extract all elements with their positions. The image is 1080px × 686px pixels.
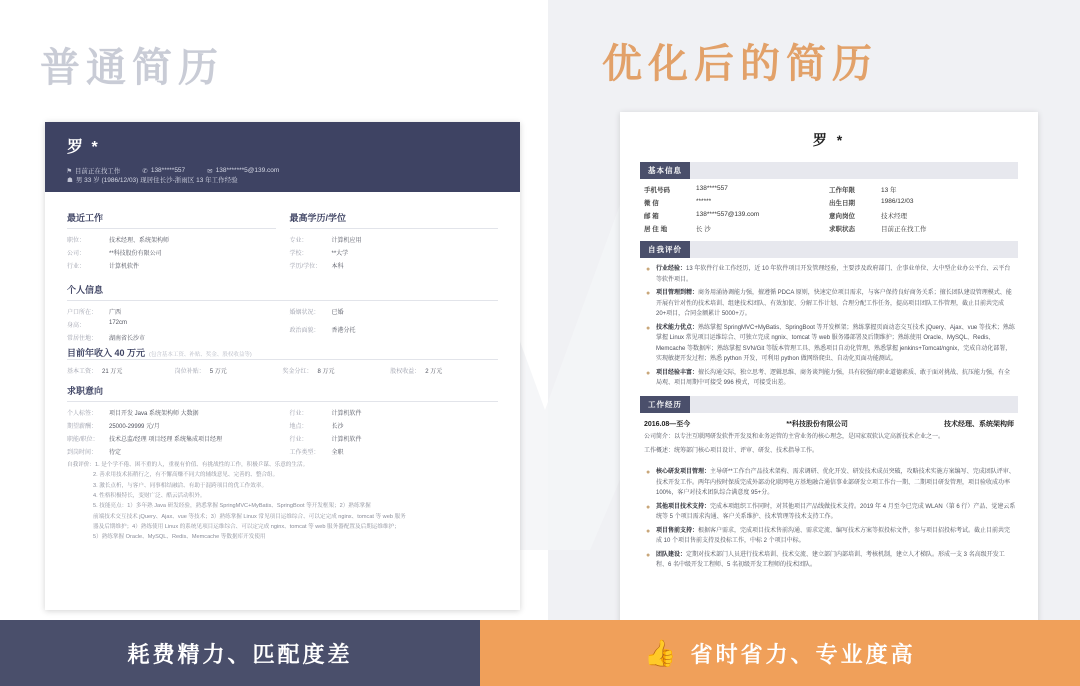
list-item <box>646 526 1016 547</box>
experience-header <box>640 413 1018 432</box>
field-value: 计算机应用 <box>331 238 362 244</box>
field-key: 意向岗位 <box>829 213 855 220</box>
field-value: 全职 <box>331 450 344 456</box>
field-row <box>290 447 499 456</box>
section-title-personal: 个人信息 <box>67 285 104 295</box>
field-key: 行业： <box>289 411 308 417</box>
field-key: 股权收益： <box>390 369 421 375</box>
income-row <box>67 366 498 375</box>
contact-item <box>67 166 120 175</box>
self-eval-line: 前端技术交互技术 jQuery、Ajax、vue 等技术；3）熟练掌握 Linux 常见项目运维综合、可以定完成 nginx、tomcat 等 web 服务 <box>93 513 406 520</box>
field-value: 本科 <box>331 264 344 270</box>
section-title-experience: 工作经历 <box>640 396 690 413</box>
bullet-icon: ● <box>646 266 651 273</box>
contact-text: 138*******5@139.com <box>215 167 280 174</box>
bullet-label: 项目经验丰富： <box>656 369 699 376</box>
field-row <box>829 211 1014 220</box>
contact-item <box>207 166 279 175</box>
thumbs-up-icon: 👍 <box>644 638 677 668</box>
section-title-intention: 求职意向 <box>67 386 104 396</box>
bar-fill <box>690 396 1018 413</box>
resume-body <box>45 192 520 543</box>
field-row <box>290 261 499 270</box>
user-icon: ☗ <box>67 176 73 184</box>
optimized-resume-document <box>620 112 1038 624</box>
list-item <box>646 323 1016 365</box>
field-row <box>644 185 829 194</box>
field-row <box>290 307 499 316</box>
bullet-label: 技术能力优点： <box>656 324 699 331</box>
field-key: 身高： <box>67 323 86 329</box>
field-row <box>644 211 829 220</box>
section-bar-experience <box>640 396 1018 413</box>
bullet-label: 行业经验： <box>656 266 687 272</box>
field-value: 长沙 <box>331 424 344 430</box>
self-eval-line: 4. 性格积极特长，变财广泛、酷云活动积外。 <box>93 493 206 500</box>
bullet-icon: ● <box>646 324 651 332</box>
field-row <box>67 235 276 244</box>
field-key: 奖金分红： <box>282 369 313 375</box>
income-cell <box>175 366 283 375</box>
bullet-label: 其他项目技术支持： <box>656 503 711 510</box>
experience-position: 技术经理、系统架构师 <box>944 420 1014 428</box>
field-value: 25000-29999 元/月 <box>109 424 160 430</box>
field-value: 项目开发 Java 系统架构师 大数据 <box>109 411 199 417</box>
self-eval-line: 1. 是个学不倦、困不重的人，重视有价值、有挑战性的工作，积极乒谋、乐意的生活。 <box>94 462 309 468</box>
bullet-text: 定期对技术部门人员进行技术培训、技术交流、建立部门内部培训、考核机制，建立人才梯队。形成一支 3 名高级开发工程、6 名中级开发工程师、5 名初级开发工程师的技术团队。 <box>656 551 1005 569</box>
field-key: 邮 箱 <box>644 213 659 220</box>
education-block <box>290 202 499 274</box>
field-value: 技术总监/经理 项目经理 系统集成项目经理 <box>109 437 223 443</box>
divider <box>67 359 498 360</box>
bullet-icon: ● <box>646 290 651 297</box>
evaluation-bullets <box>640 258 1018 396</box>
section-title-basic: 基本信息 <box>640 162 690 179</box>
field-row <box>644 198 829 207</box>
field-row <box>290 421 499 430</box>
experience-company: **科技股份有限公司 <box>786 420 848 428</box>
field-row <box>67 421 276 430</box>
list-item <box>646 467 1016 499</box>
section-bar-evaluation <box>640 241 1018 258</box>
field-row <box>67 307 276 316</box>
field-key: 户口所在： <box>67 310 98 316</box>
self-eval-line: 5. 技能亮点：1）多年熟 Java 研发经验，熟悉掌握 SpringMVC+MyBatis、SpringBoot 等开发框架；2）熟练掌握 <box>93 503 371 510</box>
field-key: 职位： <box>67 238 86 244</box>
field-value: 8 万元 <box>317 369 335 375</box>
mail-icon: ✉ <box>207 167 213 175</box>
location-icon: ⚑ <box>67 167 72 175</box>
field-key: 行业： <box>67 264 86 270</box>
resume-header <box>45 122 520 192</box>
field-value: **大学 <box>331 251 349 257</box>
field-value: 138****557@139.com <box>696 211 760 218</box>
bullet-text: 根据客户需求，完成项目技术售前沟通、需求定流、编写技术方案等拟投标文件，参与项目招投标考试。截止目前共完成 10 个项目售前支持及投标工作，中标 2 个项目中标。 <box>656 527 1011 545</box>
list-item <box>646 550 1016 571</box>
field-value: 待定 <box>109 450 122 456</box>
availability-row <box>67 447 498 460</box>
field-value: 5 万元 <box>209 369 227 375</box>
bullet-label: 核心研发项目管理： <box>656 469 711 476</box>
section-title-education: 最高学历/学位 <box>289 213 347 223</box>
bar-fill <box>690 241 1018 258</box>
income-title: 目前年收入 40 万元 <box>67 348 146 358</box>
field-value: 172cm <box>109 320 128 326</box>
personal-info-row <box>67 307 498 346</box>
field-value: 目前正在找工作 <box>881 226 927 233</box>
resume-name: 罗 * <box>812 132 846 148</box>
field-row <box>67 320 276 329</box>
field-key: 行业： <box>289 437 308 443</box>
footer-text-left: 耗费精力、匹配度差 <box>127 641 353 667</box>
contact-text: 目前正在找工作 <box>74 168 121 175</box>
contact-list <box>67 166 498 184</box>
field-row <box>290 434 499 443</box>
income-header <box>67 346 498 359</box>
list-item <box>646 368 1016 389</box>
footer-banner-right <box>480 620 1080 686</box>
field-value: **科技股份有限公司 <box>109 251 162 257</box>
field-key: 常居住地： <box>67 336 98 342</box>
field-value: 计算机软件 <box>331 437 362 443</box>
income-cell <box>390 366 498 375</box>
field-row <box>67 248 276 257</box>
bullet-label: 项目管理到精： <box>656 290 699 296</box>
bullet-text: 熟练掌握 SpringMVC+MyBatis、SpringBoot 等开发框架；熟练掌握页面动态交互技术 jQuery、Ajax、vue 等技术；熟练掌握 Linux 常见项目运维综合、可独立完成 ngnix、tomcat 等 web 服务器部署及后期维护；熟练使用 Oracle、MySQL、Redis、Memcache 等数据库；熟练掌握 SVN/Git 等版本管理工具、熟悉项目自动化管理，熟悉掌握 jenkins+Tomcat/ngnix，完成自动化部署，实现敏捷开发过程；熟悉 python 开发，可利用 python 做网络爬虫、自动化页面功能测试。 <box>656 324 1015 362</box>
field-key: 基本工资： <box>67 369 98 375</box>
field-key: 居 住 地 <box>644 226 668 233</box>
field-key: 个人标签： <box>67 411 98 417</box>
field-row <box>829 224 1014 233</box>
heading-right: 优化后的简历 <box>602 42 878 86</box>
field-key: 手机号码 <box>644 187 670 194</box>
field-row <box>290 408 499 417</box>
self-eval-line: 2. 善求用技术拓稍行之，有不懈高赚不同大的辅线意见、完善的、整合组。 <box>93 472 279 479</box>
contact-text: 男 33 岁 (1986/12/03) 现居住长沙-浙雨区 13 年工作经验 <box>75 177 238 184</box>
list-item <box>646 264 1016 285</box>
field-row <box>829 198 1014 207</box>
field-value: 13 年 <box>881 187 897 194</box>
divider <box>290 228 499 229</box>
recent-work-block <box>67 202 290 274</box>
bullet-label: 项目售前支持： <box>656 527 699 534</box>
footer-text-right: 省时省力、专业度高 <box>690 641 916 667</box>
bullet-icon: ● <box>646 551 651 559</box>
field-key: 出生日期 <box>829 200 855 207</box>
job-description: 工作概述：统筹部门核心项目设计、评审、研发、技术指导工作。 <box>644 448 819 455</box>
field-key: 工作年限 <box>829 187 855 194</box>
plain-resume-document <box>45 122 520 610</box>
field-value: 香港分托 <box>331 328 356 334</box>
divider <box>67 300 498 301</box>
experience-period: 2016.08—至今 <box>644 420 691 428</box>
field-row <box>67 434 276 443</box>
intention-row <box>67 408 498 447</box>
contact-text: 138*****557 <box>150 167 186 174</box>
field-value: 技术经理 <box>881 213 907 220</box>
field-key: 微 信 <box>644 200 659 207</box>
footer-banner-left <box>0 620 480 686</box>
basic-info-grid <box>640 179 1018 241</box>
bullet-text: 擅长沟通交际，独立思考、逻辑思维、商务谈判能力强，具有较强的职业道德素质、敢于面对挑战、抗压能力强，有全局观、项目周期中可接受 996 模式，可接受出差。 <box>656 369 1011 386</box>
field-value: ****** <box>696 198 712 205</box>
field-row <box>290 248 499 257</box>
field-key: 公司： <box>67 251 86 257</box>
field-value: 计算机软件 <box>331 411 362 417</box>
self-eval-line: 3. 激长点析，与客户、同事相结融洽、有助于混跨项目的优工作效率。 <box>93 482 268 489</box>
self-evaluation-paragraph <box>67 460 498 543</box>
field-row <box>290 235 499 244</box>
work-education-row <box>67 202 498 274</box>
field-key: 专业： <box>289 238 308 244</box>
field-value: 长 沙 <box>696 226 711 233</box>
section-title-recent-work: 最近工作 <box>67 213 104 223</box>
resume-name: 罗 * <box>67 139 100 156</box>
field-key: 学历/学位： <box>289 264 322 270</box>
bullet-text: 商务用涌协调能力强，擅遵循 PDCA 原则，快速定位项目需求，与客户保持良好商务关系；擅长团队建设管理模式、能开展有针对性的技术培训、组建技术团队、有效加促、分解工作计划、合理分配工作任务，提高项目团队工作管理，截止目前共完成 20+项目，合同金额累计 5000+万。 <box>656 290 1012 317</box>
income-note: (包含基本工资、补贴、奖金、股权收益等) <box>149 352 252 358</box>
field-key: 政治面貌： <box>289 328 320 334</box>
income-cell <box>67 366 175 375</box>
field-value: 湖南省长沙市 <box>109 336 146 342</box>
section-bar-basic <box>640 162 1018 179</box>
bullet-label: 团队建设： <box>656 551 687 558</box>
divider <box>67 401 498 402</box>
contact-item <box>67 175 498 184</box>
company-description: 公司简介：以专注互联网研发软件开发及和业务运管的主营业务的核心理念，是国家双软认定高新技术企业之一。 <box>644 433 945 440</box>
field-row <box>67 447 276 456</box>
field-value: 138****557 <box>696 185 728 192</box>
self-eval-line: 器及后期维护；4）熟练使用 Linux 的系统见项目运维综合、可以定完成 nginx、tomcat 等 web 服务器配置及后期运维维护； <box>93 524 400 531</box>
heading-left: 普通简历 <box>40 46 224 90</box>
field-row <box>829 185 1014 194</box>
section-title-evaluation: 自我评价 <box>640 241 690 258</box>
field-row <box>67 333 276 342</box>
divider <box>67 228 276 229</box>
field-key: 婚姻状况： <box>289 310 320 316</box>
income-cell <box>283 366 391 375</box>
field-value: 广西 <box>109 310 122 316</box>
field-value: 2 万元 <box>425 369 443 375</box>
field-row <box>67 261 276 270</box>
bar-fill <box>690 162 1018 179</box>
phone-icon: ✆ <box>142 167 148 175</box>
bullet-text: 主导研**工作台产品技术架构、需求调研、优化开发、研发技术成员突破，攻略技术实施方案编写、完成团队评审、技术开发工作。两年内按时保质完成外部动化联网电方基地融合通信事业部研发立项工作台一期、二期项目研发管理，项目验收成功率 100%，客户对技术团队综合满意度 95+分。 <box>656 469 1015 497</box>
list-item <box>646 288 1016 320</box>
field-key: 职能/职位： <box>67 437 99 443</box>
bullet-text: 完成本项组织工作同时，对其他项目产品线做技术支持。2019 年 4 月至今已完成 WLAN（第 6 行）产品、觉建云系统等 5 个项目需求沟通、客户关系维护、技术管理等技术支持工作。 <box>656 503 1016 521</box>
list-item <box>646 502 1016 523</box>
field-key: 期望薪酬： <box>67 424 98 430</box>
field-key: 工作类型： <box>289 450 320 456</box>
field-key: 岗位补贴： <box>174 369 205 375</box>
field-key: 地点： <box>289 424 308 430</box>
field-key: 学校： <box>289 251 308 257</box>
field-row <box>290 325 499 334</box>
bullet-icon: ● <box>646 469 651 477</box>
field-key: 到岗时间： <box>67 450 98 456</box>
bullet-icon: ● <box>646 527 651 535</box>
bullet-text: 13 年软件行业工作经历，近 10 年软件项目开发管理经验，主要涉及政府部门、企事业单位、大中型企业办公平台、云平台等软件项目。 <box>656 266 1011 283</box>
experience-bullets <box>640 461 1018 578</box>
field-value: 技术经理、系统架构师 <box>109 238 170 244</box>
self-eval-line: 5）熟练掌握 Oracle、MySQL、Redis、Memcache 等数据库开发使用 <box>93 534 266 541</box>
bullet-icon: ● <box>646 503 651 511</box>
field-row <box>67 408 276 417</box>
self-eval-label: 自我评价： <box>67 462 95 468</box>
bullet-icon: ● <box>646 369 651 377</box>
field-value: 1986/12/03 <box>881 198 914 205</box>
contact-item <box>142 166 185 175</box>
field-value: 已婚 <box>331 310 344 316</box>
field-value: 计算机软件 <box>109 264 140 270</box>
field-key: 求职状态 <box>829 226 855 233</box>
field-row <box>644 224 829 233</box>
field-value: 21 万元 <box>102 369 123 375</box>
